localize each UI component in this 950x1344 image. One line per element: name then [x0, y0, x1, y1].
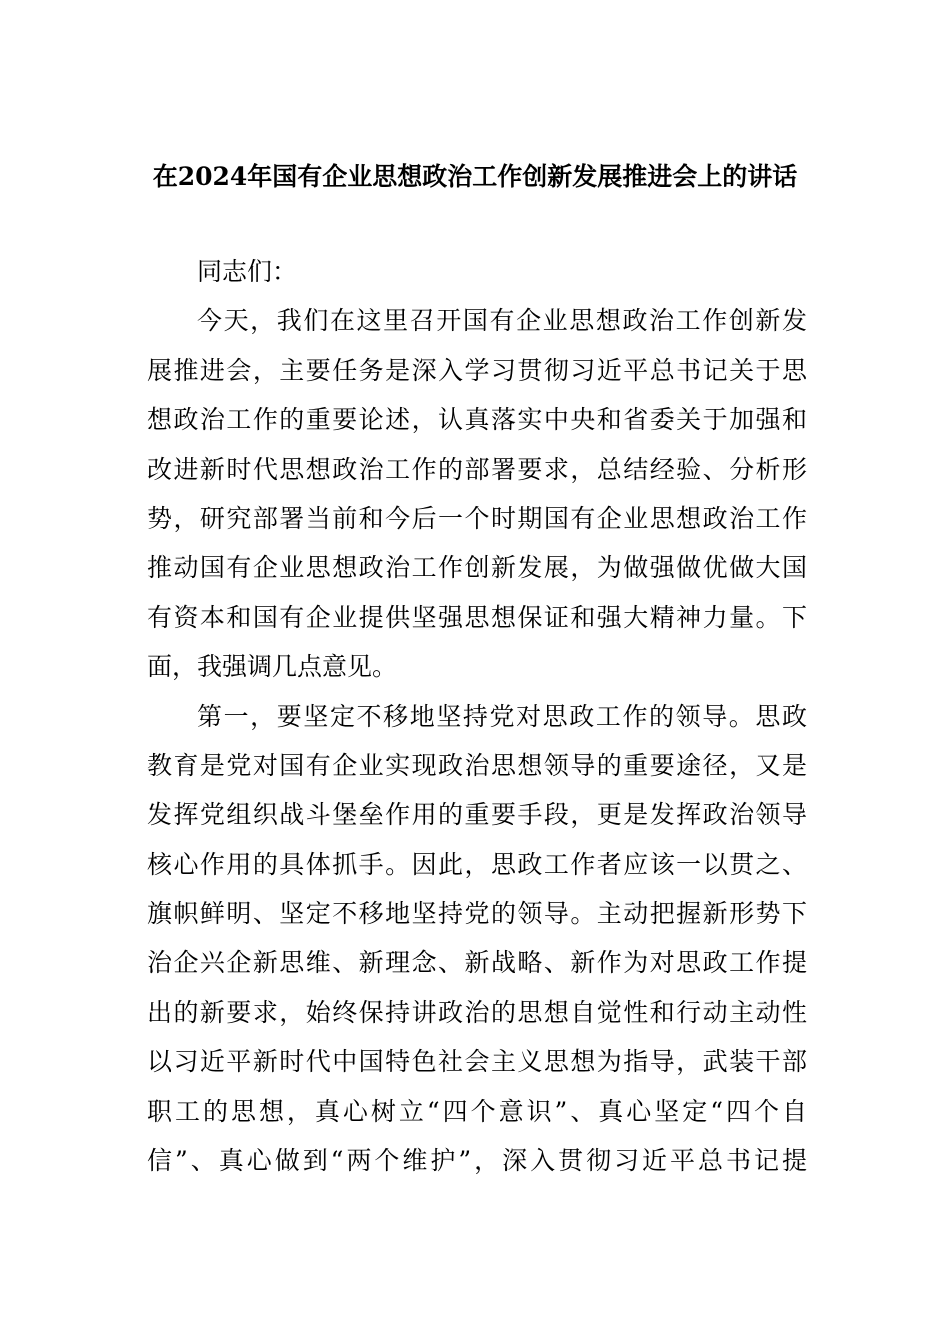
paragraph-line: 面，我强调几点意见。: [147, 652, 398, 682]
paragraph-line: 信”、真心做到“两个维护”，深入贯彻习近平总书记提: [147, 1146, 807, 1176]
paragraph-line: 势，研究部署当前和今后一个时期国有企业思想政治工作: [147, 503, 807, 533]
paragraph-line: 第一，要坚定不移地坚持党对思政工作的领导。思政: [197, 701, 807, 731]
paragraph-line: 核心作用的具体抓手。因此，思政工作者应该一以贯之、: [147, 849, 807, 879]
salutation-line: 同志们：: [197, 257, 298, 286]
paragraph-line: 旗帜鲜明、坚定不移地坚持党的领导。主动把握新形势下: [147, 899, 807, 929]
paragraph-line: 有资本和国有企业提供坚强思想保证和强大精神力量。下: [147, 602, 807, 632]
paragraph-line: 改进新时代思想政治工作的部署要求，总结经验、分析形: [147, 454, 807, 484]
paragraph-line: 职工的思想，真心树立“四个意识”、真心坚定“四个自: [147, 1096, 807, 1126]
document-body: [147, 247, 807, 1185]
paragraph-line: 以习近平新时代中国特色社会主义思想为指导，武装干部: [147, 1047, 807, 1077]
paragraph-line: 治企兴企新思维、新理念、新战略、新作为对思政工作提: [147, 948, 807, 978]
paragraph-line: 教育是党对国有企业实现政治思想领导的重要途径，又是: [147, 750, 807, 780]
paragraph-line: 发挥党组织战斗堡垒作用的重要手段，更是发挥政治领导: [147, 800, 807, 830]
paragraph-line: 展推进会，主要任务是深入学习贯彻习近平总书记关于思: [147, 355, 807, 385]
paragraph-line: 推动国有企业思想政治工作创新发展，为做强做优做大国: [147, 553, 807, 583]
document-title: 在2024年国有企业思想政治工作创新发展推进会上的讲话: [152, 162, 798, 191]
paragraph-line: 今天，我们在这里召开国有企业思想政治工作创新发: [197, 306, 807, 336]
paragraph-line: 出的新要求，始终保持讲政治的思想自觉性和行动主动性: [147, 997, 807, 1027]
paragraph-line: 想政治工作的重要论述，认真落实中央和省委关于加强和: [147, 405, 807, 435]
